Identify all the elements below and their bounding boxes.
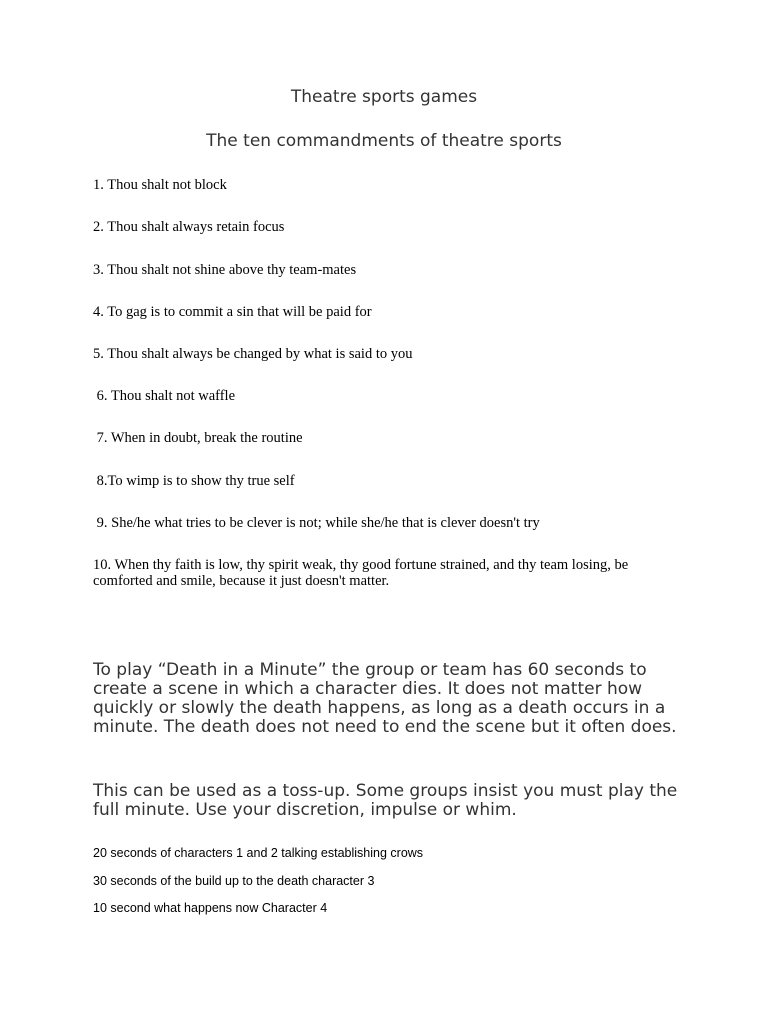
commandment-2: 2. Thou shalt always retain focus [93, 219, 285, 235]
commandment-1: 1. Thou shalt not block [93, 177, 227, 193]
commandment-9: 9. She/he what tries to be clever is not; while she/he that is clever doesn't try [93, 515, 540, 531]
commandment-5: 5. Thou shalt always be changed by what is said to you [93, 346, 413, 362]
timing-line-1: 20 seconds of characters 1 and 2 talking establishing crows [93, 846, 424, 860]
timing-line-3: 10 second what happens now Character 4 [93, 901, 328, 915]
death-in-a-minute-paragraph: To play “Death in a Minute” the group or team has 60 seconds to create a scene in which a character dies. It does not matter how quickly or slowly the death happens, as long as a death occurs in a minute. The death does not need to end the scene but it often does. [93, 660, 677, 737]
commandment-4: 4. To gag is to commit a sin that will be paid for [93, 304, 372, 320]
commandment-7: 7. When in doubt, break the routine [93, 430, 303, 446]
commandment-8: 8.To wimp is to show thy true self [93, 473, 295, 489]
document-title: Theatre sports games [290, 87, 478, 107]
commandment-3: 3. Thou shalt not shine above thy team-mates [93, 262, 357, 278]
toss-up-paragraph: This can be used as a toss-up. Some groups insist you must play the full minute. Use your discretion, impulse or whim. [93, 781, 678, 820]
commandment-6: 6. Thou shalt not waffle [93, 388, 236, 404]
document-subtitle: The ten commandments of theatre sports [206, 131, 562, 151]
commandment-10: 10. When thy faith is low, thy spirit weak, thy good fortune strained, and thy team losing, be comforted and smile, because it just doesn't matter. [93, 557, 632, 589]
timing-line-2: 30 seconds of the build up to the death character 3 [93, 874, 375, 888]
